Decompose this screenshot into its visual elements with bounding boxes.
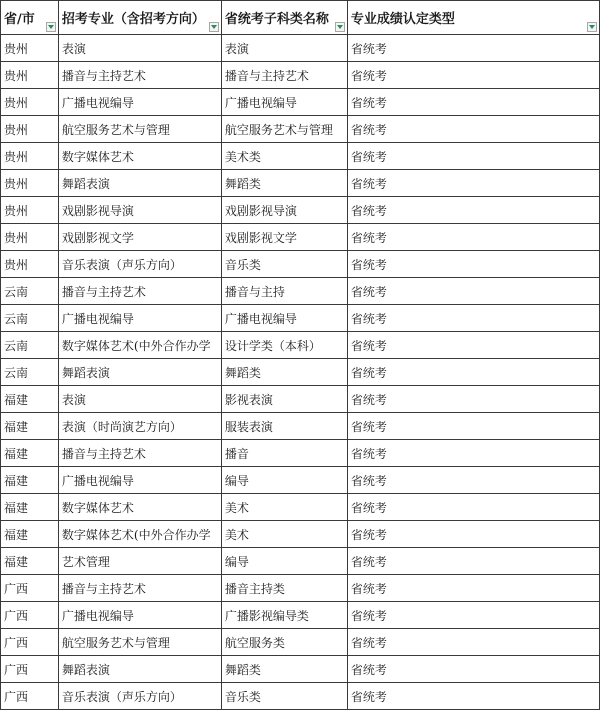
- header-label: 招考专业（含招考方向）: [61, 12, 205, 27]
- cell-major[interactable]: 舞蹈表演: [58, 656, 221, 683]
- cell-exam-subcategory[interactable]: 音乐类: [221, 683, 347, 710]
- header-major: [58, 1, 221, 35]
- cell-major[interactable]: 广播电视编导: [58, 602, 221, 629]
- cell-exam-subcategory[interactable]: 航空服务类: [221, 629, 347, 656]
- cell-score-type[interactable]: 省统考: [347, 143, 599, 170]
- cell-exam-subcategory[interactable]: 播音主持类: [221, 575, 347, 602]
- cell-major[interactable]: 广播电视编导: [58, 305, 221, 332]
- cell-exam-subcategory[interactable]: 设计学类（本科）: [221, 332, 347, 359]
- table-row: [1, 332, 600, 359]
- cell-exam-subcategory[interactable]: 表演: [221, 35, 347, 62]
- cell-exam-subcategory[interactable]: 服装表演: [221, 413, 347, 440]
- cell-score-type[interactable]: 省统考: [347, 467, 599, 494]
- cell-score-type[interactable]: 省统考: [347, 224, 599, 251]
- cell-exam-subcategory[interactable]: 播音与主持艺术: [221, 62, 347, 89]
- table-row: [1, 386, 600, 413]
- cell-province[interactable]: 福建: [1, 413, 59, 440]
- table-row: [1, 35, 600, 62]
- cell-province[interactable]: 福建: [1, 494, 59, 521]
- cell-score-type[interactable]: 省统考: [347, 62, 599, 89]
- table-row: [1, 170, 600, 197]
- cell-major[interactable]: 数字媒体艺术(中外合作办学: [58, 332, 221, 359]
- dropdown-filter-icon[interactable]: [46, 22, 56, 32]
- cell-major[interactable]: 航空服务艺术与管理: [58, 116, 221, 143]
- cell-province[interactable]: 福建: [1, 521, 59, 548]
- header-row: [1, 1, 600, 35]
- cell-major[interactable]: 播音与主持艺术: [58, 575, 221, 602]
- table-row: [1, 62, 600, 89]
- table-row: [1, 143, 600, 170]
- cell-score-type[interactable]: 省统考: [347, 521, 599, 548]
- cell-province[interactable]: 贵州: [1, 224, 59, 251]
- header-label: 省/市: [4, 12, 35, 27]
- cell-major[interactable]: 舞蹈表演: [58, 170, 221, 197]
- cell-province[interactable]: 广西: [1, 683, 59, 710]
- cell-major[interactable]: 广播电视编导: [58, 89, 221, 116]
- cell-province[interactable]: 贵州: [1, 170, 59, 197]
- cell-major[interactable]: 数字媒体艺术: [58, 143, 221, 170]
- cell-exam-subcategory[interactable]: 舞蹈类: [221, 359, 347, 386]
- cell-province[interactable]: 福建: [1, 386, 59, 413]
- cell-score-type[interactable]: 省统考: [347, 683, 599, 710]
- cell-score-type[interactable]: 省统考: [347, 413, 599, 440]
- header-exam-subcategory: [221, 1, 347, 35]
- table-row: [1, 305, 600, 332]
- cell-exam-subcategory[interactable]: 广播电视编导: [221, 89, 347, 116]
- cell-major[interactable]: 播音与主持艺术: [58, 278, 221, 305]
- cell-score-type[interactable]: 省统考: [347, 602, 599, 629]
- cell-score-type[interactable]: 省统考: [347, 89, 599, 116]
- cell-major[interactable]: 航空服务艺术与管理: [58, 629, 221, 656]
- cell-exam-subcategory[interactable]: 舞蹈类: [221, 656, 347, 683]
- cell-score-type[interactable]: 省统考: [347, 629, 599, 656]
- cell-province[interactable]: 云南: [1, 359, 59, 386]
- cell-province[interactable]: 广西: [1, 575, 59, 602]
- table-row: [1, 440, 600, 467]
- cell-major[interactable]: 音乐表演（声乐方向）: [58, 251, 221, 278]
- cell-exam-subcategory[interactable]: 影视表演: [221, 386, 347, 413]
- cell-province[interactable]: 贵州: [1, 35, 59, 62]
- cell-score-type[interactable]: 省统考: [347, 278, 599, 305]
- cell-score-type[interactable]: 省统考: [347, 656, 599, 683]
- table-row: [1, 359, 600, 386]
- cell-major[interactable]: 舞蹈表演: [58, 359, 221, 386]
- cell-score-type[interactable]: 省统考: [347, 440, 599, 467]
- cell-major[interactable]: 数字媒体艺术(中外合作办学: [58, 521, 221, 548]
- cell-exam-subcategory[interactable]: 美术: [221, 494, 347, 521]
- cell-score-type[interactable]: 省统考: [347, 494, 599, 521]
- cell-province[interactable]: 贵州: [1, 251, 59, 278]
- cell-score-type[interactable]: 省统考: [347, 386, 599, 413]
- table-row: [1, 89, 600, 116]
- cell-exam-subcategory[interactable]: 舞蹈类: [221, 170, 347, 197]
- dropdown-filter-icon[interactable]: [587, 22, 597, 32]
- table-row: [1, 413, 600, 440]
- cell-exam-subcategory[interactable]: 音乐类: [221, 251, 347, 278]
- table-row: [1, 656, 600, 683]
- cell-major[interactable]: 表演: [58, 35, 221, 62]
- cell-major[interactable]: 表演: [58, 386, 221, 413]
- cell-score-type[interactable]: 省统考: [347, 305, 599, 332]
- cell-major[interactable]: 音乐表演（声乐方向）: [58, 683, 221, 710]
- table-row: [1, 521, 600, 548]
- cell-score-type[interactable]: 省统考: [347, 197, 599, 224]
- cell-exam-subcategory[interactable]: 戏剧影视导演: [221, 197, 347, 224]
- cell-province[interactable]: 云南: [1, 305, 59, 332]
- cell-score-type[interactable]: 省统考: [347, 332, 599, 359]
- cell-province[interactable]: 贵州: [1, 89, 59, 116]
- cell-province[interactable]: 云南: [1, 278, 59, 305]
- cell-exam-subcategory[interactable]: 播音: [221, 440, 347, 467]
- cell-province[interactable]: 云南: [1, 332, 59, 359]
- cell-province[interactable]: 福建: [1, 548, 59, 575]
- cell-exam-subcategory[interactable]: 编导: [221, 548, 347, 575]
- cell-province[interactable]: 广西: [1, 602, 59, 629]
- table-row: [1, 197, 600, 224]
- header-score-type: [347, 1, 599, 35]
- cell-province[interactable]: 贵州: [1, 62, 59, 89]
- cell-province[interactable]: 贵州: [1, 197, 59, 224]
- table-row: [1, 278, 600, 305]
- cell-exam-subcategory[interactable]: 航空服务艺术与管理: [221, 116, 347, 143]
- cell-exam-subcategory[interactable]: 播音与主持: [221, 278, 347, 305]
- cell-province[interactable]: 福建: [1, 440, 59, 467]
- cell-exam-subcategory[interactable]: 广播影视编导类: [221, 602, 347, 629]
- cell-province[interactable]: 广西: [1, 656, 59, 683]
- table-row: [1, 467, 600, 494]
- cell-major[interactable]: 播音与主持艺术: [58, 440, 221, 467]
- cell-score-type[interactable]: 省统考: [347, 251, 599, 278]
- cell-score-type[interactable]: 省统考: [347, 35, 599, 62]
- cell-score-type[interactable]: 省统考: [347, 116, 599, 143]
- table-row: [1, 683, 600, 710]
- cell-major[interactable]: 戏剧影视导演: [58, 197, 221, 224]
- table-row: [1, 602, 600, 629]
- table-row: [1, 548, 600, 575]
- cell-province[interactable]: 广西: [1, 629, 59, 656]
- header-province: [1, 1, 59, 35]
- cell-major[interactable]: 播音与主持艺术: [58, 62, 221, 89]
- table-row: [1, 494, 600, 521]
- table-row: [1, 629, 600, 656]
- cell-exam-subcategory[interactable]: 编导: [221, 467, 347, 494]
- table-row: [1, 251, 600, 278]
- cell-exam-subcategory[interactable]: 美术类: [221, 143, 347, 170]
- table-row: [1, 116, 600, 143]
- cell-province[interactable]: 福建: [1, 467, 59, 494]
- dropdown-filter-icon[interactable]: [209, 22, 219, 32]
- cell-exam-subcategory[interactable]: 戏剧影视文学: [221, 224, 347, 251]
- table-row: [1, 224, 600, 251]
- cell-exam-subcategory[interactable]: 美术: [221, 521, 347, 548]
- cell-major[interactable]: 戏剧影视文学: [58, 224, 221, 251]
- cell-score-type[interactable]: 省统考: [347, 575, 599, 602]
- cell-major[interactable]: 广播电视编导: [58, 467, 221, 494]
- header-label: 专业成绩认定类型: [350, 12, 455, 27]
- cell-major[interactable]: 表演（时尚演艺方向）: [58, 413, 221, 440]
- table-row: [1, 575, 600, 602]
- header-label: 省统考子科类名称: [224, 12, 329, 27]
- cell-province[interactable]: 贵州: [1, 116, 59, 143]
- cell-major[interactable]: 数字媒体艺术: [58, 494, 221, 521]
- cell-score-type[interactable]: 省统考: [347, 359, 599, 386]
- cell-exam-subcategory[interactable]: 广播电视编导: [221, 305, 347, 332]
- cell-score-type[interactable]: 省统考: [347, 170, 599, 197]
- cell-major[interactable]: 艺术管理: [58, 548, 221, 575]
- cell-province[interactable]: 贵州: [1, 143, 59, 170]
- dropdown-filter-icon[interactable]: [335, 22, 345, 32]
- cell-score-type[interactable]: 省统考: [347, 548, 599, 575]
